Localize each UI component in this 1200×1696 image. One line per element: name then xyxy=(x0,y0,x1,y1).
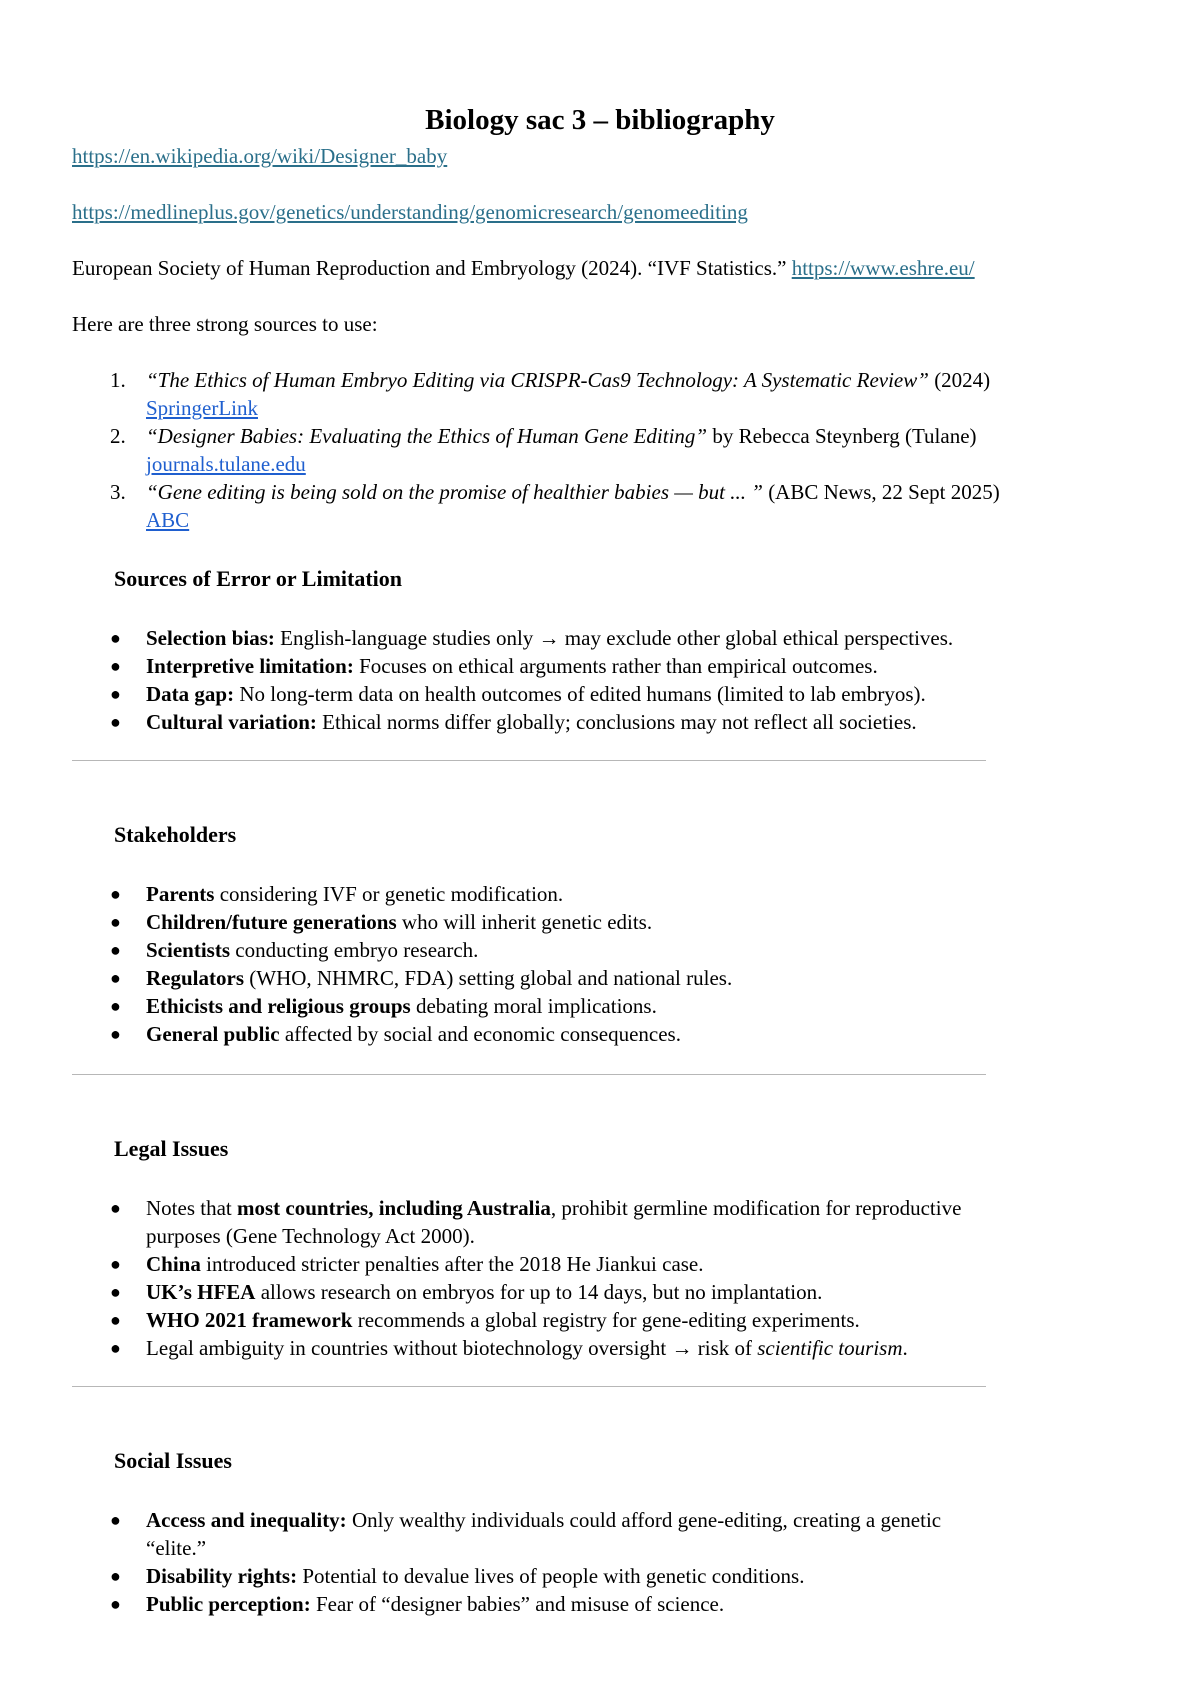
list-item xyxy=(0,1334,961,1362)
source-title: “The Ethics of Human Embryo Editing via CRISPR-Cas9 Technology: A Systematic Review” xyxy=(146,368,929,392)
eshre-link[interactable]: https://www.eshre.eu/ xyxy=(791,256,975,280)
bullet-icon: ● xyxy=(110,656,121,676)
item-text-continued: purposes (Gene Technology Act 2000). xyxy=(146,1224,475,1248)
bullet-icon: ● xyxy=(110,968,121,988)
list-item xyxy=(0,908,732,936)
list-item xyxy=(0,1020,732,1048)
item-label: Scientists xyxy=(146,938,230,962)
item-text: Potential to devalue lives of people with genetic conditions. xyxy=(297,1564,805,1588)
item-text: Notes that xyxy=(146,1196,237,1220)
source-link[interactable]: SpringerLink xyxy=(146,396,258,420)
item-text-continued: “elite.” xyxy=(146,1536,207,1560)
wiki-link-line xyxy=(72,142,447,170)
item-label: most countries, including Australia xyxy=(236,1196,551,1220)
item-label: Regulators xyxy=(146,966,244,990)
item-label: Cultural variation: xyxy=(146,710,317,734)
item-text: allows research on embryos for up to 14 days, but no implantation. xyxy=(255,1280,823,1304)
item-label: Interpretive limitation: xyxy=(146,654,354,678)
bullet-icon: ● xyxy=(110,1566,121,1586)
item-label: Parents xyxy=(146,882,215,906)
source-detail: by Rebecca Steynberg (Tulane) xyxy=(707,424,977,448)
bullet-icon: ● xyxy=(110,1254,121,1274)
bullet-icon: ● xyxy=(110,1024,121,1044)
item-label: Disability rights: xyxy=(146,1564,298,1588)
bullet-icon: ● xyxy=(110,628,121,648)
source-number: 2. xyxy=(110,424,126,448)
bullet-icon: ● xyxy=(110,1282,121,1302)
stakeholders-heading: Stakeholders xyxy=(114,822,237,847)
stakeholders-list xyxy=(0,880,732,1048)
eshre-citation xyxy=(72,254,975,282)
item-text: No long-term data on health outcomes of edited humans (limited to lab embryos). xyxy=(234,682,926,706)
list-item xyxy=(0,680,953,708)
list-item xyxy=(0,992,732,1020)
wiki-link[interactable]: https://en.wikipedia.org/wiki/Designer_baby xyxy=(72,144,448,168)
item-text: who will inherit genetic edits. xyxy=(396,910,653,934)
item-text: considering IVF or genetic modification. xyxy=(214,882,564,906)
source-list xyxy=(0,366,1000,534)
list-item xyxy=(0,880,732,908)
source-link[interactable]: ABC xyxy=(146,508,190,532)
legal-list xyxy=(0,1194,961,1362)
list-item xyxy=(0,1506,941,1562)
legal-heading: Legal Issues xyxy=(114,1136,229,1161)
bullet-icon: ● xyxy=(110,684,121,704)
item-text: debating moral implications. xyxy=(410,994,657,1018)
source-title: “Designer Babies: Evaluating the Ethics of Human Gene Editing” xyxy=(146,424,708,448)
section-divider xyxy=(72,1386,986,1387)
bullet-icon: ● xyxy=(110,1198,121,1218)
item-label: Selection bias: xyxy=(146,626,275,650)
social-list xyxy=(0,1506,941,1618)
source-number: 3. xyxy=(110,480,126,504)
errors-list xyxy=(0,624,953,736)
medline-link[interactable]: https://medlineplus.gov/genetics/understanding/genomicresearch/genomeediting xyxy=(72,200,748,224)
bullet-icon: ● xyxy=(110,1338,121,1358)
list-item xyxy=(0,1306,961,1334)
item-text: (WHO, NHMRC, FDA) setting global and national rules. xyxy=(244,966,733,990)
item-text: , prohibit germline modification for reproductive xyxy=(550,1196,962,1220)
eshre-citation-text: European Society of Human Reproduction and Embryology (2024). “IVF Statistics.” xyxy=(72,256,792,280)
source-detail: (2024) xyxy=(928,368,991,392)
intro-text: Here are three strong sources to use: xyxy=(72,312,378,336)
item-label: Ethicists and religious groups xyxy=(146,994,411,1018)
list-item xyxy=(0,1590,941,1618)
item-text: Ethical norms differ globally; conclusions may not reflect all societies. xyxy=(316,710,917,734)
bullet-icon: ● xyxy=(110,884,121,904)
source-item xyxy=(0,422,1000,478)
source-item xyxy=(0,478,1000,534)
item-text: Focuses on ethical arguments rather than empirical outcomes. xyxy=(353,654,878,678)
bullet-icon: ● xyxy=(110,1310,121,1330)
source-item xyxy=(0,366,1000,422)
bullet-icon: ● xyxy=(110,996,121,1016)
page-title: Biology sac 3 – bibliography xyxy=(425,104,775,136)
item-label: Public perception: xyxy=(146,1592,311,1616)
list-item xyxy=(0,652,953,680)
section-divider xyxy=(72,760,986,761)
bullet-icon: ● xyxy=(110,1594,121,1614)
item-label: Data gap: xyxy=(146,682,235,706)
bullet-icon: ● xyxy=(110,912,121,932)
bullet-icon: ● xyxy=(110,712,121,732)
item-label: Access and inequality: xyxy=(146,1508,347,1532)
item-text: affected by social and economic consequences. xyxy=(279,1022,681,1046)
item-text: recommends a global registry for gene-editing experiments. xyxy=(352,1308,860,1332)
source-link[interactable]: journals.tulane.edu xyxy=(146,452,306,476)
item-text: introduced stricter penalties after the 2018 He Jiankui case. xyxy=(200,1252,704,1276)
item-text: Only wealthy individuals could afford gene-editing, creating a genetic xyxy=(346,1508,942,1532)
source-number: 1. xyxy=(110,368,126,392)
bullet-icon: ● xyxy=(110,940,121,960)
errors-heading: Sources of Error or Limitation xyxy=(114,566,403,591)
section-divider xyxy=(72,1074,986,1075)
list-item xyxy=(0,936,732,964)
list-item xyxy=(0,1562,941,1590)
bullet-icon: ● xyxy=(110,1510,121,1530)
item-emphasis: scientific tourism xyxy=(757,1336,903,1360)
list-item xyxy=(0,1278,961,1306)
item-text: English-language studies only → may exclude other global ethical perspectives. xyxy=(274,626,954,650)
item-text: Legal ambiguity in countries without biotechnology oversight → risk of xyxy=(146,1336,758,1360)
medline-link-line xyxy=(72,198,748,226)
item-text: . xyxy=(902,1336,908,1360)
item-label: China xyxy=(146,1252,201,1276)
item-text: Fear of “designer babies” and misuse of science. xyxy=(310,1592,725,1616)
item-label: WHO 2021 framework xyxy=(146,1308,353,1332)
list-item xyxy=(0,624,953,652)
item-label: Children/future generations xyxy=(146,910,397,934)
social-heading: Social Issues xyxy=(114,1448,232,1473)
list-item xyxy=(0,1250,961,1278)
list-item xyxy=(0,964,732,992)
source-detail: (ABC News, 22 Sept 2025) xyxy=(762,480,1000,504)
item-label: UK’s HFEA xyxy=(146,1280,256,1304)
item-label: General public xyxy=(146,1022,280,1046)
item-text: conducting embryo research. xyxy=(230,938,479,962)
list-item xyxy=(0,1194,961,1250)
list-item xyxy=(0,708,953,736)
source-title: “Gene editing is being sold on the promise of healthier babies — but ... ” xyxy=(146,480,763,504)
